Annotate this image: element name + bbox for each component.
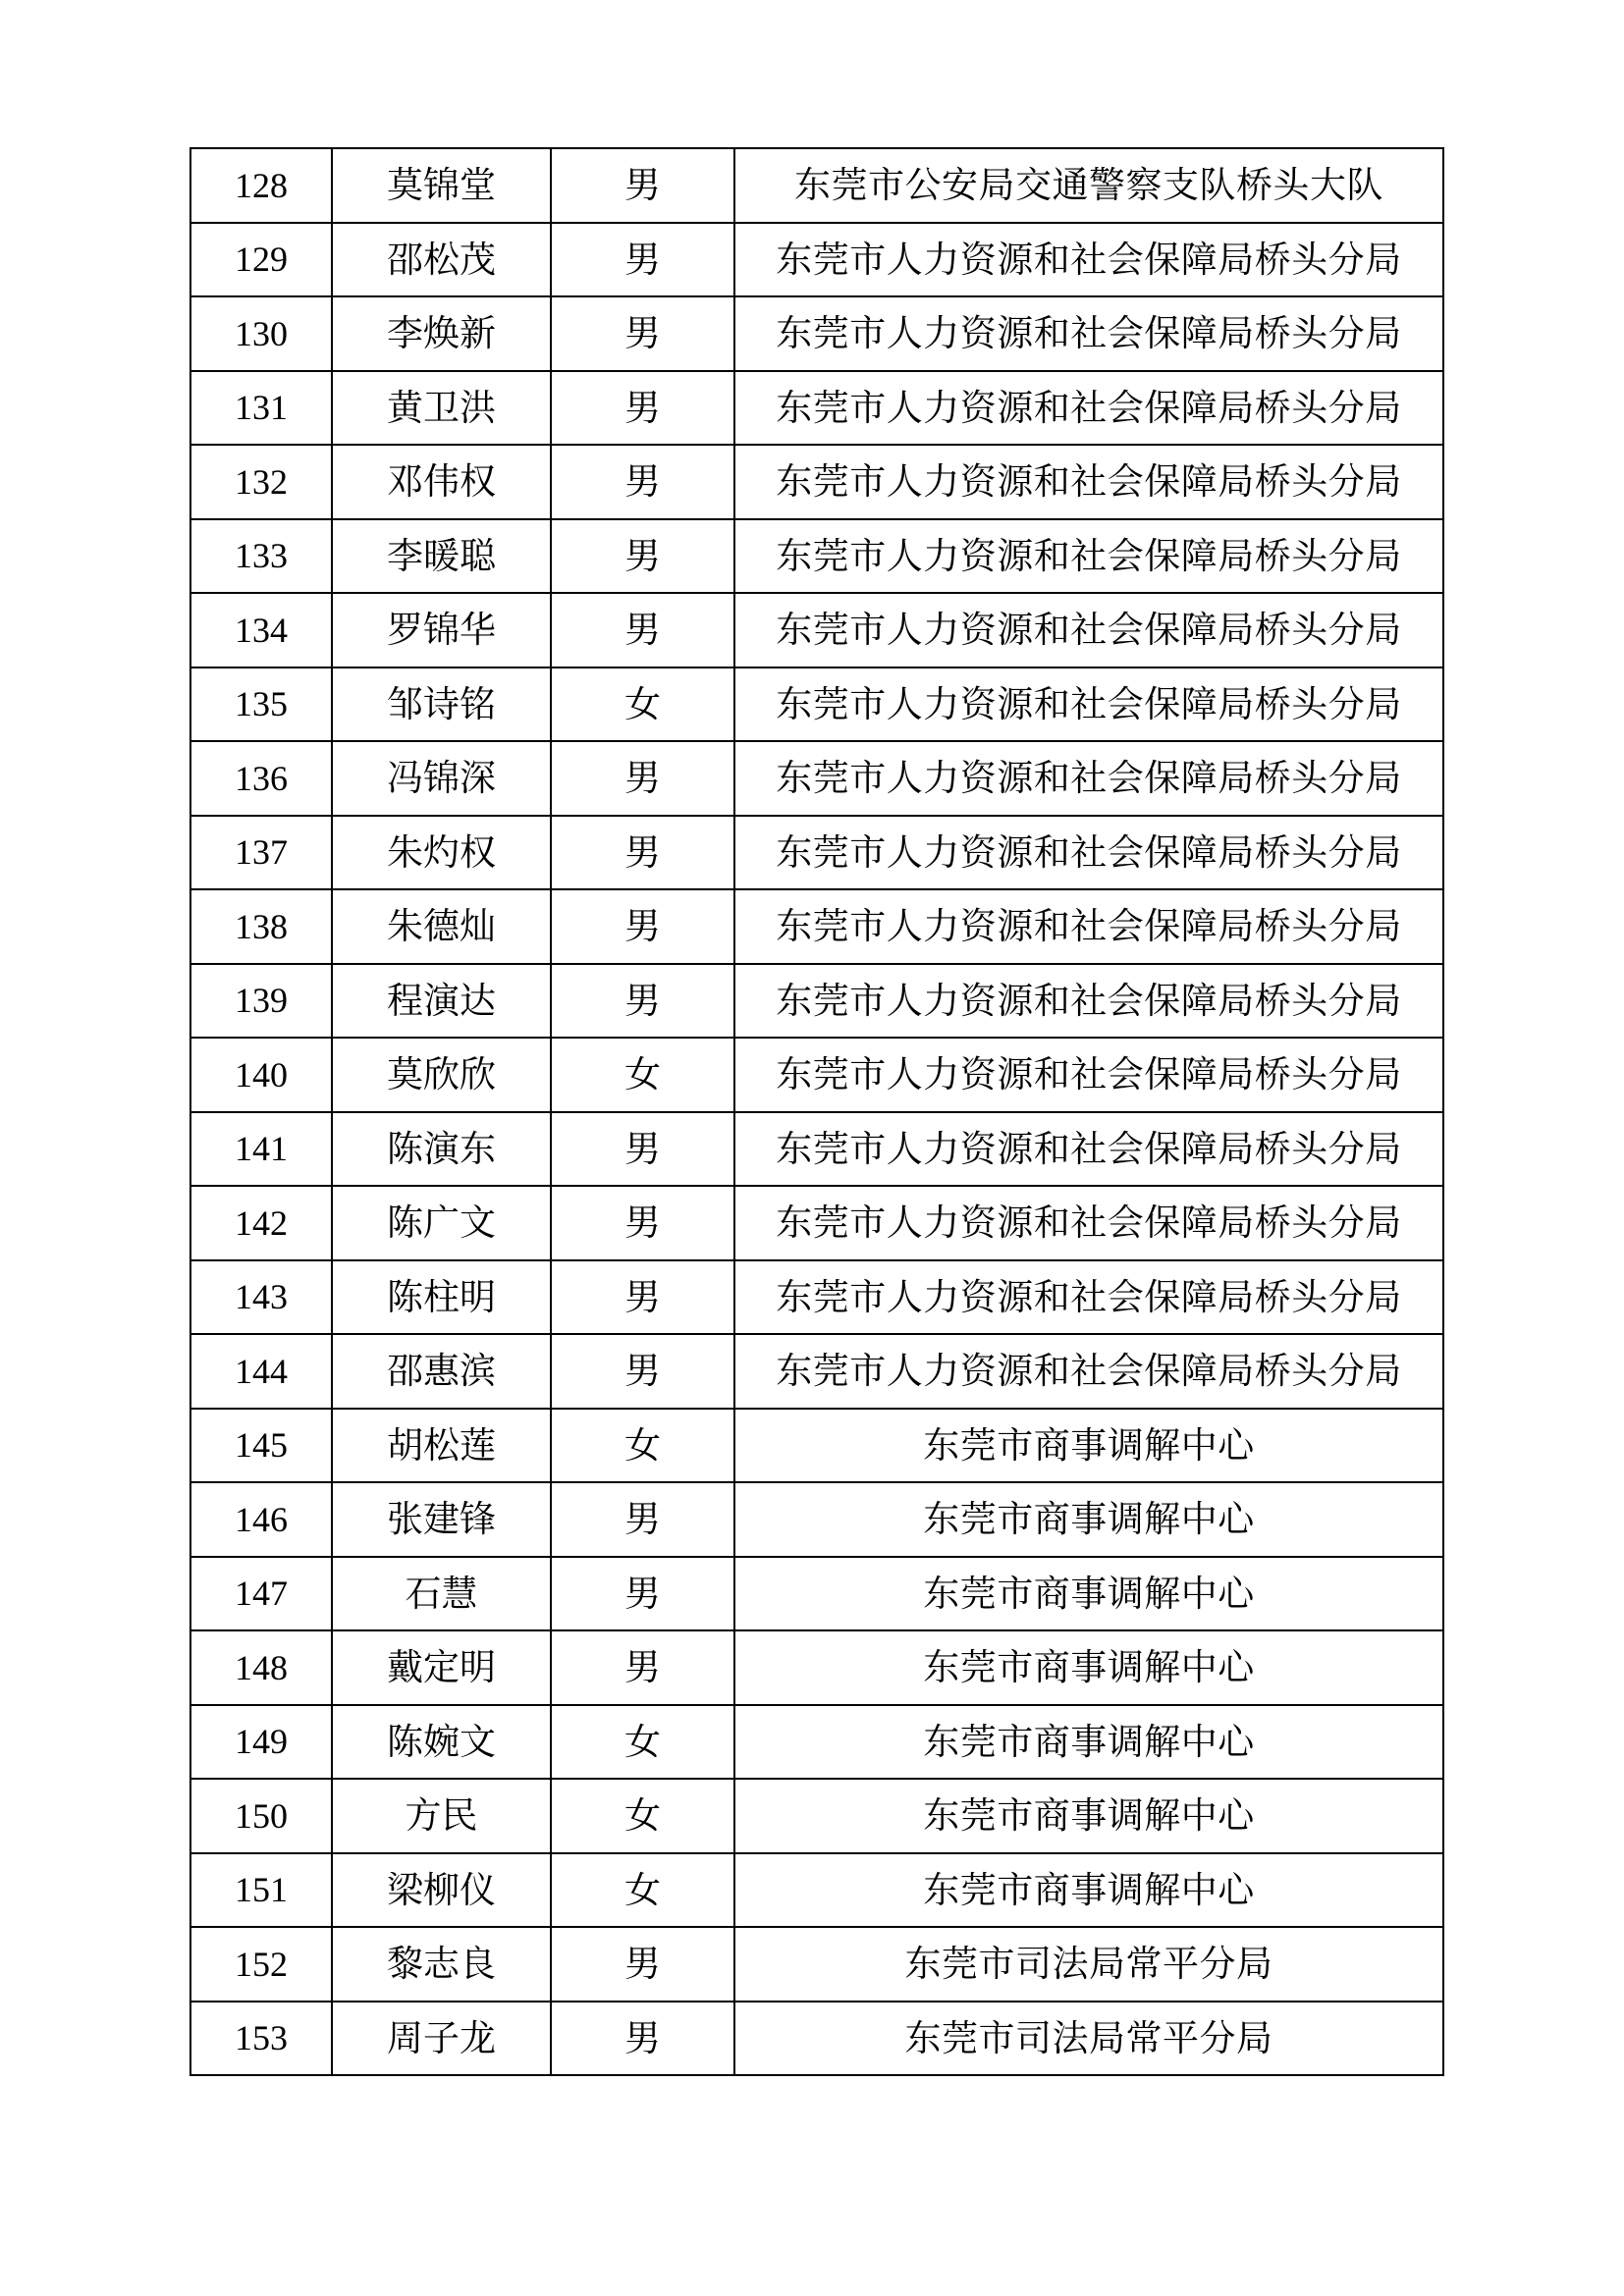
table-row — [190, 223, 1443, 297]
gender-cell: 男 — [551, 445, 734, 519]
row-number-cell: 140 — [190, 1038, 332, 1112]
name-cell: 陈演东 — [332, 1112, 551, 1187]
row-number-cell: 131 — [190, 371, 332, 446]
unit-cell: 东莞市人力资源和社会保障局桥头分局 — [734, 445, 1443, 519]
gender-cell: 女 — [551, 1705, 734, 1780]
gender-cell: 男 — [551, 1112, 734, 1187]
unit-cell: 东莞市人力资源和社会保障局桥头分局 — [734, 889, 1443, 964]
row-number-cell: 150 — [190, 1779, 332, 1853]
row-number-cell: 136 — [190, 741, 332, 816]
unit-cell: 东莞市商事调解中心 — [734, 1705, 1443, 1780]
gender-cell: 男 — [551, 593, 734, 667]
name-cell: 莫欣欣 — [332, 1038, 551, 1112]
row-number-cell: 133 — [190, 519, 332, 594]
gender-cell: 男 — [551, 296, 734, 371]
row-number-cell: 137 — [190, 816, 332, 890]
row-number-cell: 153 — [190, 2002, 332, 2076]
name-cell: 邵惠滨 — [332, 1334, 551, 1409]
gender-cell: 男 — [551, 964, 734, 1039]
table-row — [190, 296, 1443, 371]
unit-cell: 东莞市商事调解中心 — [734, 1557, 1443, 1631]
unit-cell: 东莞市人力资源和社会保障局桥头分局 — [734, 1260, 1443, 1335]
table-row — [190, 1705, 1443, 1780]
row-number-cell: 151 — [190, 1853, 332, 1928]
row-number-cell: 149 — [190, 1705, 332, 1780]
table-row — [190, 1482, 1443, 1557]
unit-cell: 东莞市商事调解中心 — [734, 1779, 1443, 1853]
name-cell: 朱德灿 — [332, 889, 551, 964]
unit-cell: 东莞市人力资源和社会保障局桥头分局 — [734, 1038, 1443, 1112]
gender-cell: 男 — [551, 1927, 734, 2002]
name-cell: 陈柱明 — [332, 1260, 551, 1335]
name-cell: 罗锦华 — [332, 593, 551, 667]
gender-cell: 男 — [551, 889, 734, 964]
gender-cell: 男 — [551, 1260, 734, 1335]
unit-cell: 东莞市商事调解中心 — [734, 1853, 1443, 1928]
table-row — [190, 148, 1443, 223]
row-number-cell: 135 — [190, 667, 332, 742]
name-cell: 方民 — [332, 1779, 551, 1853]
unit-cell: 东莞市商事调解中心 — [734, 1482, 1443, 1557]
unit-cell: 东莞市人力资源和社会保障局桥头分局 — [734, 593, 1443, 667]
table-row — [190, 1409, 1443, 1483]
name-cell: 程演达 — [332, 964, 551, 1039]
name-cell: 邓伟权 — [332, 445, 551, 519]
table-row — [190, 2002, 1443, 2076]
table-row — [190, 1779, 1443, 1853]
table-row — [190, 1334, 1443, 1409]
name-cell: 邵松茂 — [332, 223, 551, 297]
name-cell: 周子龙 — [332, 2002, 551, 2076]
row-number-cell: 144 — [190, 1334, 332, 1409]
unit-cell: 东莞市人力资源和社会保障局桥头分局 — [734, 816, 1443, 890]
row-number-cell: 129 — [190, 223, 332, 297]
row-number-cell: 147 — [190, 1557, 332, 1631]
table-row — [190, 889, 1443, 964]
table-row — [190, 593, 1443, 667]
gender-cell: 女 — [551, 1853, 734, 1928]
unit-cell: 东莞市司法局常平分局 — [734, 2002, 1443, 2076]
row-number-cell: 152 — [190, 1927, 332, 2002]
unit-cell: 东莞市人力资源和社会保障局桥头分局 — [734, 519, 1443, 594]
table-row — [190, 1630, 1443, 1705]
table-row — [190, 519, 1443, 594]
gender-cell: 男 — [551, 741, 734, 816]
unit-cell: 东莞市人力资源和社会保障局桥头分局 — [734, 1112, 1443, 1187]
row-number-cell: 143 — [190, 1260, 332, 1335]
unit-cell: 东莞市商事调解中心 — [734, 1630, 1443, 1705]
gender-cell: 男 — [551, 1186, 734, 1260]
table-row — [190, 1038, 1443, 1112]
gender-cell: 男 — [551, 816, 734, 890]
name-cell: 李焕新 — [332, 296, 551, 371]
roster-table — [189, 147, 1444, 2076]
table-row — [190, 1260, 1443, 1335]
table-row — [190, 445, 1443, 519]
gender-cell: 男 — [551, 371, 734, 446]
unit-cell: 东莞市人力资源和社会保障局桥头分局 — [734, 741, 1443, 816]
name-cell: 陈婉文 — [332, 1705, 551, 1780]
table-row — [190, 1557, 1443, 1631]
gender-cell: 男 — [551, 1557, 734, 1631]
gender-cell: 男 — [551, 1482, 734, 1557]
unit-cell: 东莞市人力资源和社会保障局桥头分局 — [734, 371, 1443, 446]
row-number-cell: 138 — [190, 889, 332, 964]
name-cell: 石慧 — [332, 1557, 551, 1631]
name-cell: 胡松莲 — [332, 1409, 551, 1483]
table-row — [190, 816, 1443, 890]
row-number-cell: 132 — [190, 445, 332, 519]
row-number-cell: 128 — [190, 148, 332, 223]
name-cell: 张建锋 — [332, 1482, 551, 1557]
row-number-cell: 130 — [190, 296, 332, 371]
row-number-cell: 148 — [190, 1630, 332, 1705]
row-number-cell: 142 — [190, 1186, 332, 1260]
gender-cell: 男 — [551, 148, 734, 223]
gender-cell: 男 — [551, 223, 734, 297]
name-cell: 邹诗铭 — [332, 667, 551, 742]
table-row — [190, 964, 1443, 1039]
table-row — [190, 1186, 1443, 1260]
name-cell: 冯锦深 — [332, 741, 551, 816]
unit-cell: 东莞市商事调解中心 — [734, 1409, 1443, 1483]
unit-cell: 东莞市人力资源和社会保障局桥头分局 — [734, 223, 1443, 297]
table-row — [190, 1112, 1443, 1187]
gender-cell: 女 — [551, 1038, 734, 1112]
unit-cell: 东莞市人力资源和社会保障局桥头分局 — [734, 667, 1443, 742]
unit-cell: 东莞市公安局交通警察支队桥头大队 — [734, 148, 1443, 223]
gender-cell: 女 — [551, 1779, 734, 1853]
name-cell: 黄卫洪 — [332, 371, 551, 446]
row-number-cell: 145 — [190, 1409, 332, 1483]
name-cell: 李暖聪 — [332, 519, 551, 594]
gender-cell: 女 — [551, 667, 734, 742]
table-row — [190, 1853, 1443, 1928]
unit-cell: 东莞市人力资源和社会保障局桥头分局 — [734, 1186, 1443, 1260]
gender-cell: 女 — [551, 1409, 734, 1483]
table-row — [190, 741, 1443, 816]
name-cell: 莫锦堂 — [332, 148, 551, 223]
roster-table-body — [190, 148, 1443, 2075]
unit-cell: 东莞市人力资源和社会保障局桥头分局 — [734, 296, 1443, 371]
name-cell: 梁柳仪 — [332, 1853, 551, 1928]
unit-cell: 东莞市司法局常平分局 — [734, 1927, 1443, 2002]
name-cell: 陈广文 — [332, 1186, 551, 1260]
table-row — [190, 371, 1443, 446]
unit-cell: 东莞市人力资源和社会保障局桥头分局 — [734, 1334, 1443, 1409]
name-cell: 戴定明 — [332, 1630, 551, 1705]
gender-cell: 男 — [551, 1334, 734, 1409]
row-number-cell: 141 — [190, 1112, 332, 1187]
gender-cell: 男 — [551, 2002, 734, 2076]
table-row — [190, 667, 1443, 742]
gender-cell: 男 — [551, 519, 734, 594]
row-number-cell: 146 — [190, 1482, 332, 1557]
row-number-cell: 139 — [190, 964, 332, 1039]
gender-cell: 男 — [551, 1630, 734, 1705]
row-number-cell: 134 — [190, 593, 332, 667]
name-cell: 黎志良 — [332, 1927, 551, 2002]
name-cell: 朱灼权 — [332, 816, 551, 890]
table-row — [190, 1927, 1443, 2002]
unit-cell: 东莞市人力资源和社会保障局桥头分局 — [734, 964, 1443, 1039]
